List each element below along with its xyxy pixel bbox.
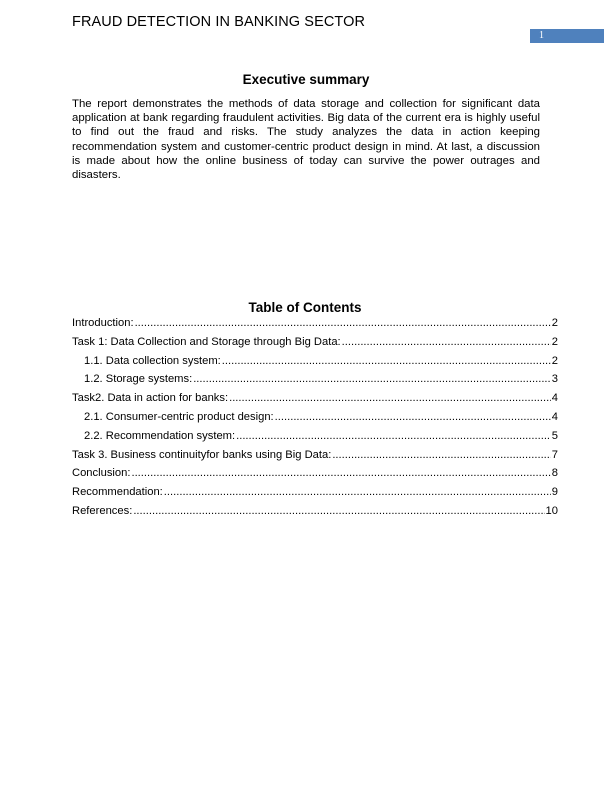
page-number-badge: 1 xyxy=(530,29,604,43)
toc-entry-task-3[interactable] xyxy=(72,446,558,465)
toc-entry-text: Task 1: Data Collection and Storage through Big Data: xyxy=(72,335,341,348)
toc-entry-references[interactable] xyxy=(72,502,558,521)
toc-entry-page: 8 xyxy=(551,467,558,480)
toc-entry-consumer-centric-design[interactable] xyxy=(72,408,558,427)
toc-entry-page: 2 xyxy=(551,335,558,348)
toc-dot-leader xyxy=(229,389,551,408)
toc-dot-leader xyxy=(164,483,551,502)
toc-dot-leader xyxy=(133,502,544,521)
toc-entry-task-1[interactable] xyxy=(72,333,558,352)
toc-entry-text: 2.1. Consumer-centric product design: xyxy=(84,410,274,423)
toc-dot-leader xyxy=(236,427,551,446)
toc-entry-text: 1.2. Storage systems: xyxy=(84,373,193,386)
toc-entry-page: 5 xyxy=(551,429,558,442)
toc-entry-page: 4 xyxy=(551,410,558,423)
table-of-contents xyxy=(72,314,558,521)
toc-entry-page: 2 xyxy=(551,354,558,367)
toc-entry-page: 3 xyxy=(551,373,558,386)
running-header-title: FRAUD DETECTION IN BANKING SECTOR xyxy=(72,14,366,30)
toc-entry-conclusion[interactable] xyxy=(72,464,558,483)
toc-entry-text: Recommendation: xyxy=(72,486,163,499)
toc-entry-text: References: xyxy=(72,504,133,517)
toc-entry-task-2[interactable] xyxy=(72,389,558,408)
toc-entry-text: Introduction: xyxy=(72,317,134,329)
toc-entry-page: 7 xyxy=(551,448,558,461)
toc-entry-text: Task2. Data in action for banks: xyxy=(72,392,229,405)
executive-summary-body: The report demonstrates the methods of data storage and collection for significant data application at bank regarding fraudulent activities. Big data of the current era is highly useful to find out the fraud and risks. The study analyzes the data in action keeping recommendation system and customer-centric product design in mind. At last, a discussion is made about how the online business of today can survive the power outrages and disasters. xyxy=(72,98,540,182)
toc-heading: Table of Contents xyxy=(248,300,362,315)
toc-entry-text: Conclusion: xyxy=(72,467,131,480)
toc-dot-leader xyxy=(332,446,550,465)
toc-entry-page: 9 xyxy=(551,486,558,499)
toc-dot-leader xyxy=(342,333,551,352)
toc-entry-text: Task 3. Business continuityfor banks using Big Data: xyxy=(72,448,332,461)
toc-entry-page: 10 xyxy=(545,504,558,517)
toc-entry-page: 2 xyxy=(551,317,558,329)
executive-summary-heading: Executive summary xyxy=(242,72,370,87)
toc-entry-page: 4 xyxy=(551,392,558,405)
toc-dot-leader xyxy=(135,314,551,333)
toc-dot-leader xyxy=(275,408,551,427)
toc-entry-text: 1.1. Data collection system: xyxy=(84,354,221,367)
toc-entry-introduction[interactable] xyxy=(72,314,558,333)
toc-dot-leader xyxy=(222,352,551,371)
toc-entry-recommendation[interactable] xyxy=(72,483,558,502)
toc-entry-storage-systems[interactable] xyxy=(72,370,558,389)
toc-dot-leader xyxy=(193,370,551,389)
toc-entry-text: 2.2. Recommendation system: xyxy=(84,429,236,442)
toc-entry-data-collection-system[interactable] xyxy=(72,352,558,371)
toc-dot-leader xyxy=(131,464,550,483)
toc-entry-recommendation-system[interactable] xyxy=(72,427,558,446)
